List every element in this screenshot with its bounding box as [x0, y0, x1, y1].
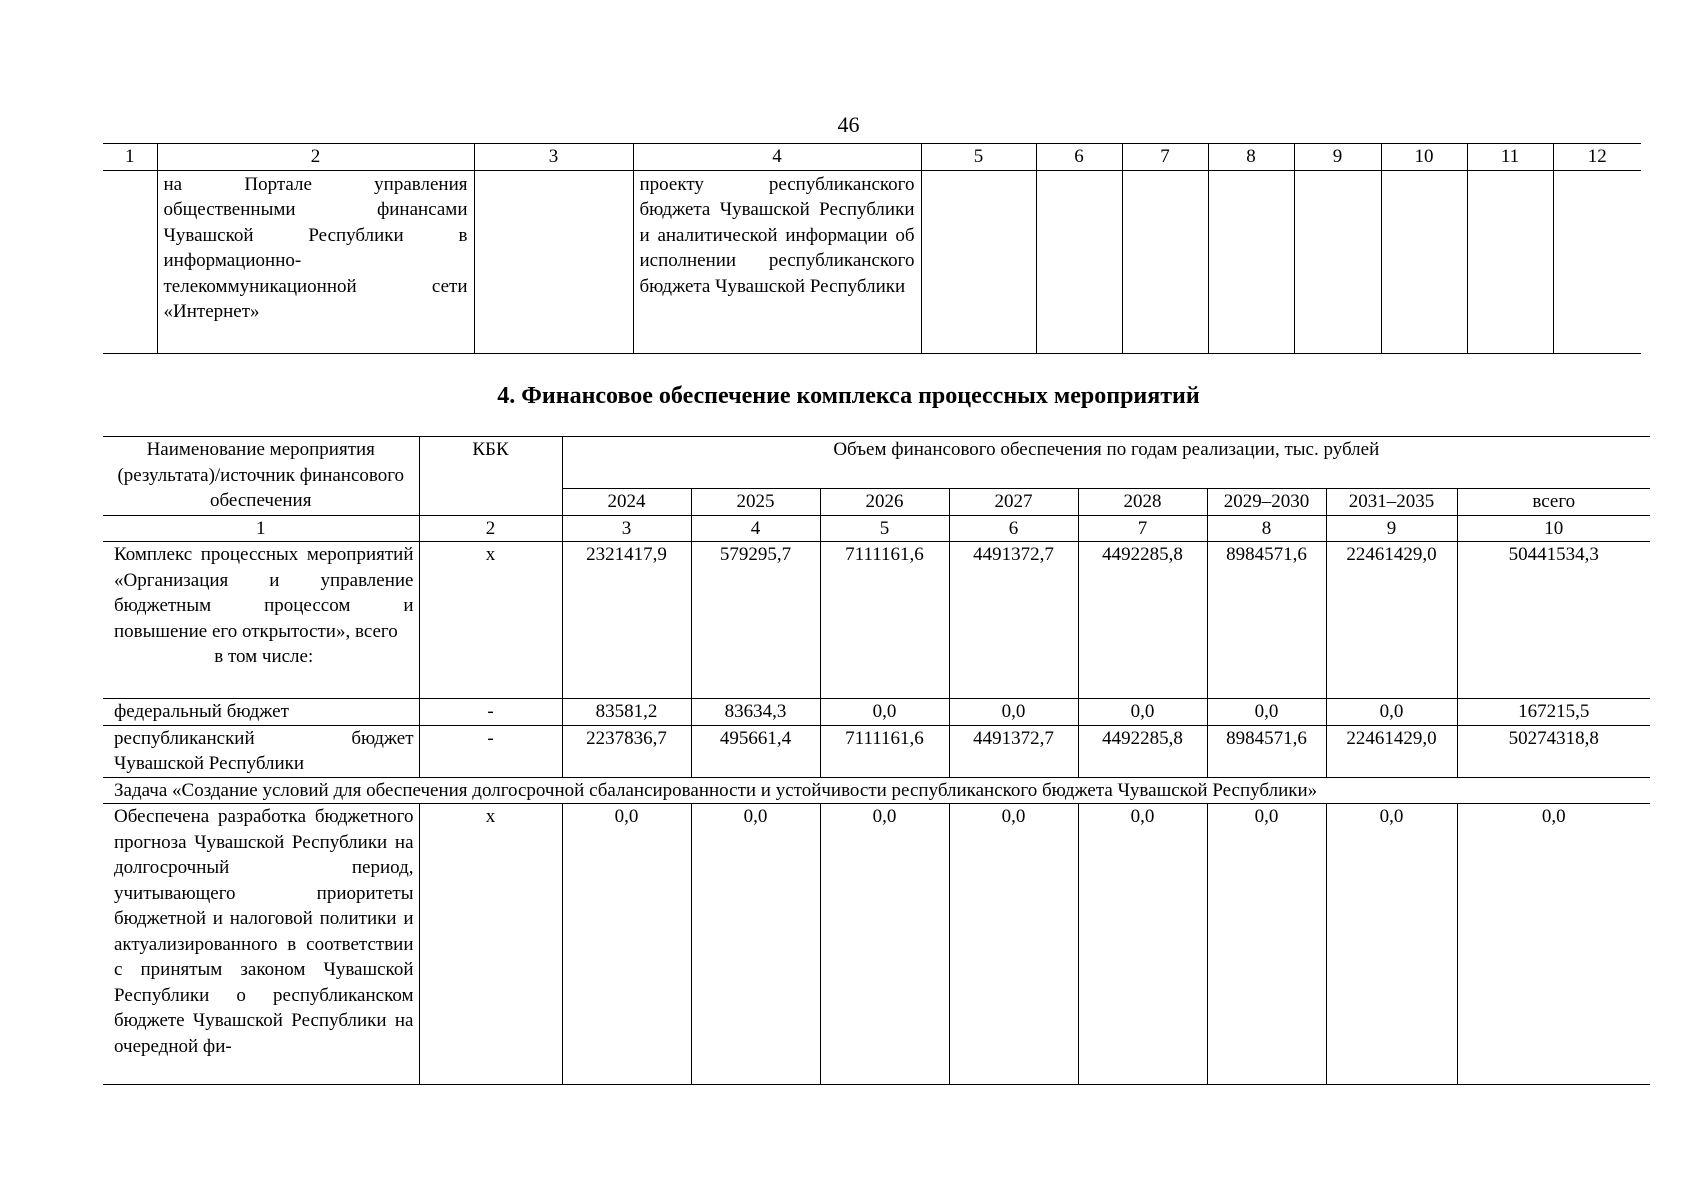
cell-value: 7111161,6: [820, 542, 949, 699]
column-number-row: [103, 515, 1650, 542]
header-kbk: КБК: [419, 437, 562, 516]
cell-value: 167215,5: [1457, 699, 1650, 726]
table-row: [103, 170, 1641, 353]
cell-value: 579295,7: [691, 542, 820, 699]
cell: [1553, 170, 1641, 353]
cell-value: 4491372,7: [949, 542, 1078, 699]
cell-value: 0,0: [1078, 804, 1207, 1085]
cell-value: 0,0: [1078, 699, 1207, 726]
column-number: 2: [419, 515, 562, 542]
cell: [1036, 170, 1122, 353]
cell-value: 83634,3: [691, 699, 820, 726]
column-number: 12: [1553, 144, 1641, 171]
column-number: 5: [921, 144, 1036, 171]
cell-kbk: -: [419, 725, 562, 777]
cell-value: 22461429,0: [1326, 542, 1457, 699]
row-name-text: Комплекс процессных мероприятий «Организация и управление бюджетным процессом и повышение его открытости», всего: [114, 544, 414, 642]
table-row: [103, 542, 1650, 699]
header-year: 2029–2030: [1207, 489, 1326, 516]
column-number: 5: [820, 515, 949, 542]
cell: [103, 170, 157, 353]
cell-value: 0,0: [820, 804, 949, 1085]
financial-table: [103, 436, 1650, 1085]
cell: проекту республиканского бюджета Чувашской Республики и аналитической информации об исполнении республиканского бюджета Чувашской Республики: [633, 170, 921, 353]
header-year: 2025: [691, 489, 820, 516]
cell-value: 0,0: [949, 804, 1078, 1085]
cell-value: 0,0: [1326, 804, 1457, 1085]
column-number: 6: [1036, 144, 1122, 171]
column-number: 8: [1207, 515, 1326, 542]
cell-value: 0,0: [691, 804, 820, 1085]
header-year: 2026: [820, 489, 949, 516]
header-year: 2031–2035: [1326, 489, 1457, 516]
column-number-row: [103, 144, 1641, 171]
header-name: Наименование мероприятия (результата)/источник финансового обеспечения: [103, 437, 419, 516]
cell-value: 8984571,6: [1207, 542, 1326, 699]
cell-value: 22461429,0: [1326, 725, 1457, 777]
table-row: [103, 699, 1650, 726]
column-number: 10: [1457, 515, 1650, 542]
column-number: 9: [1294, 144, 1381, 171]
cell-value: 2237836,7: [562, 725, 691, 777]
column-number: 2: [157, 144, 474, 171]
column-number: 3: [562, 515, 691, 542]
row-name: федеральный бюджет: [103, 699, 419, 726]
column-number: 4: [691, 515, 820, 542]
row-name: республиканский бюджет Чувашской Республики: [103, 725, 419, 777]
column-number: 7: [1078, 515, 1207, 542]
cell-value: 0,0: [820, 699, 949, 726]
cell-value: 4492285,8: [1078, 725, 1207, 777]
column-number: 6: [949, 515, 1078, 542]
table-row: [103, 725, 1650, 777]
column-number: 10: [1381, 144, 1467, 171]
cell-value: 0,0: [1326, 699, 1457, 726]
row-note: в том числе:: [214, 646, 314, 667]
cell-kbk: -: [419, 699, 562, 726]
column-number: 11: [1467, 144, 1553, 171]
column-number: 7: [1122, 144, 1208, 171]
cell-value: 8984571,6: [1207, 725, 1326, 777]
cell: [1381, 170, 1467, 353]
continuation-table: [103, 143, 1641, 354]
cell-value: 0,0: [1207, 804, 1326, 1085]
page-number: 46: [837, 112, 860, 137]
header-year: 2024: [562, 489, 691, 516]
cell: [921, 170, 1036, 353]
cell-value: 0,0: [1207, 699, 1326, 726]
header-year: 2028: [1078, 489, 1207, 516]
cell: на Портале управления общественными финансами Чувашской Республики в информационно-телекоммуникационной сети «Интернет»: [157, 170, 474, 353]
column-number: 9: [1326, 515, 1457, 542]
cell-value: 4492285,8: [1078, 542, 1207, 699]
cell-value: 7111161,6: [820, 725, 949, 777]
column-number: 1: [103, 515, 419, 542]
row-name: Обеспечена разработка бюджетного прогноза Чувашской Республики на долгосрочный период, учитывающего приоритеты бюджетной и налоговой политики и актуализированного в соответствии с принятым законом Чувашской Республики о республиканском бюджете Чувашской Республики на очередной фи-: [103, 804, 419, 1085]
cell-value: 0,0: [1457, 804, 1650, 1085]
task-row: [103, 777, 1650, 804]
column-number: 4: [633, 144, 921, 171]
header-volume: Объем финансового обеспечения по годам реализации, тыс. рублей: [562, 437, 1650, 489]
cell: [1467, 170, 1553, 353]
cell-value: 83581,2: [562, 699, 691, 726]
column-number: 3: [474, 144, 633, 171]
task-heading: Задача «Создание условий для обеспечения долгосрочной сбалансированности и устойчивости республиканского бюджета Чувашской Республики»: [103, 777, 1650, 804]
cell-value: 0,0: [949, 699, 1078, 726]
section-title: 4. Финансовое обеспечение комплекса процессных мероприятий: [497, 383, 1200, 409]
header-year: всего: [1457, 489, 1650, 516]
cell: [1122, 170, 1208, 353]
cell-value: 50441534,3: [1457, 542, 1650, 699]
row-name: [103, 542, 419, 699]
table-row: [103, 804, 1650, 1085]
cell-value: 2321417,9: [562, 542, 691, 699]
cell: [474, 170, 633, 353]
cell-value: 50274318,8: [1457, 725, 1650, 777]
cell-kbk: х: [419, 542, 562, 699]
header-row: [103, 437, 1650, 489]
column-number: 1: [103, 144, 157, 171]
column-number: 8: [1208, 144, 1294, 171]
header-year: 2027: [949, 489, 1078, 516]
cell-value: 495661,4: [691, 725, 820, 777]
cell-value: 0,0: [562, 804, 691, 1085]
cell-kbk: х: [419, 804, 562, 1085]
cell: [1294, 170, 1381, 353]
cell-value: 4491372,7: [949, 725, 1078, 777]
cell: [1208, 170, 1294, 353]
